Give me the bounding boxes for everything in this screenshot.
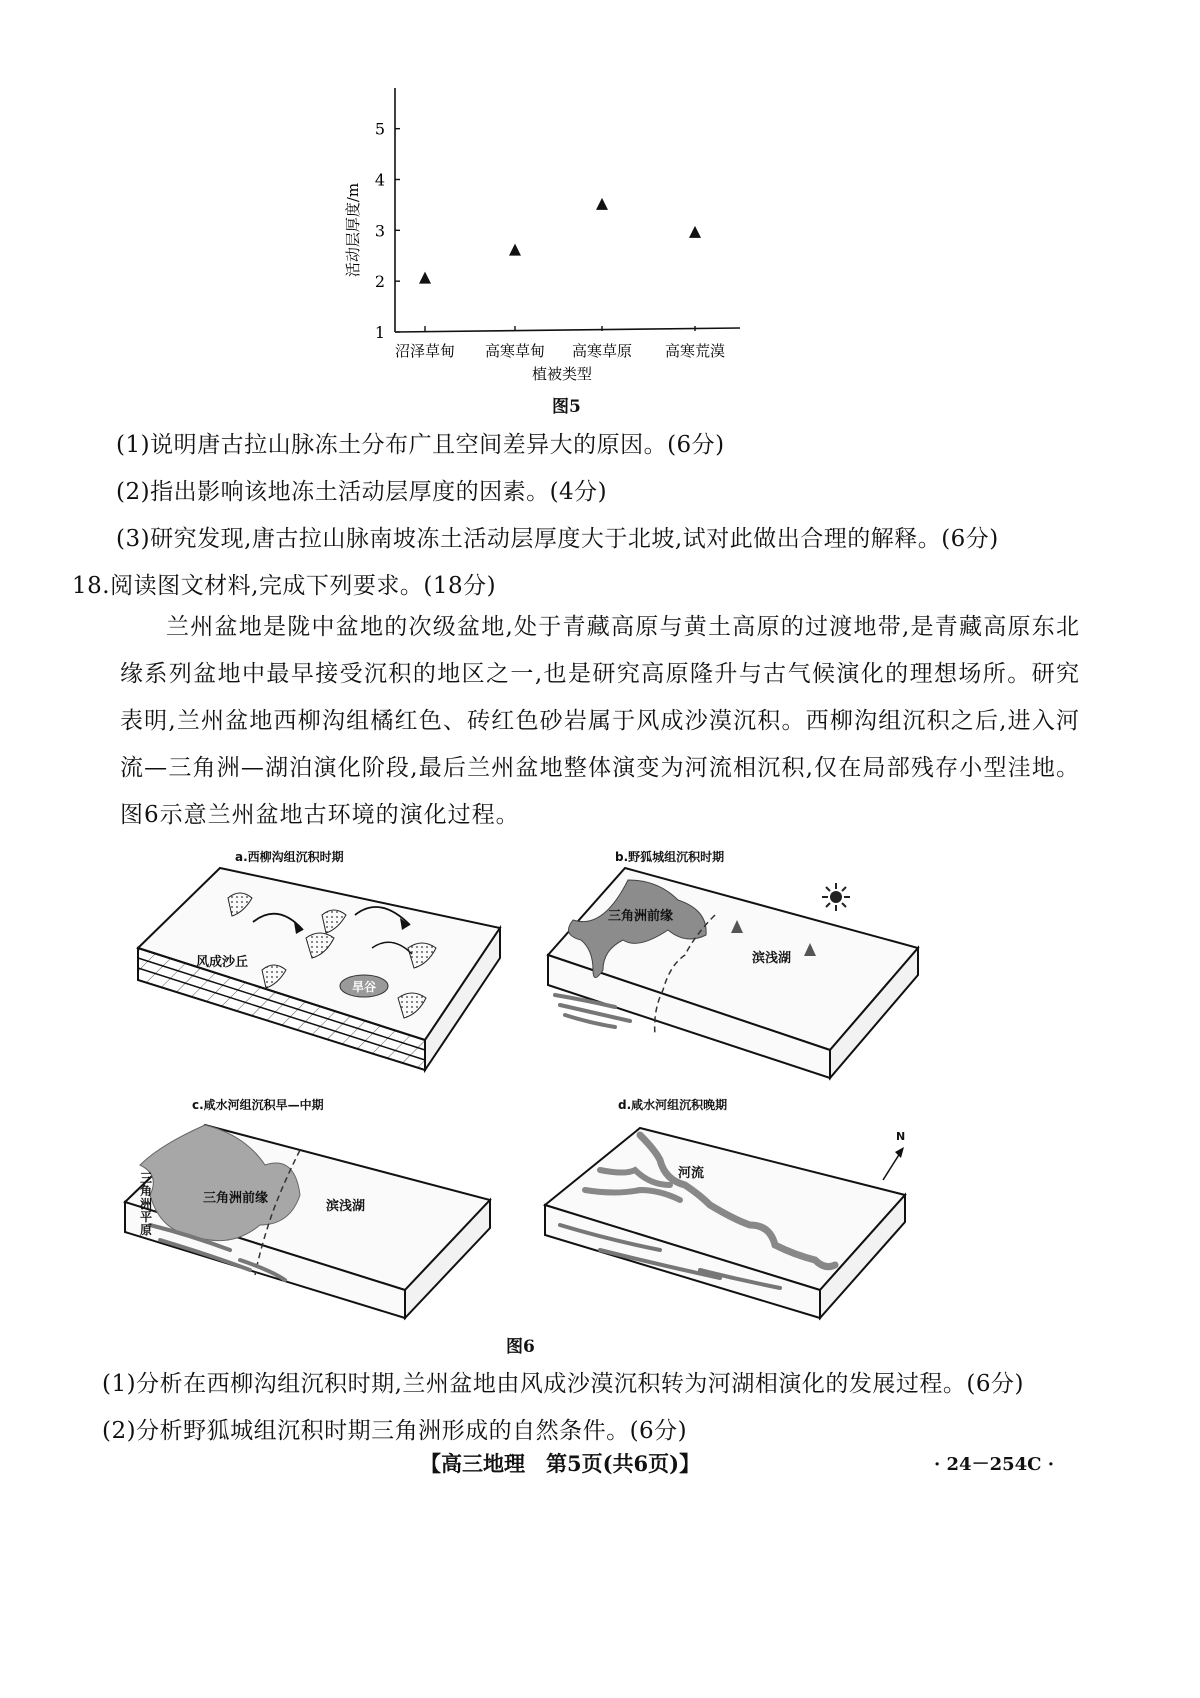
panel-c-title: c.咸水河组沉积早—中期 [192, 1098, 324, 1112]
chart-marks [419, 198, 701, 284]
q18-material [120, 604, 1080, 839]
y-tick-label: 5 [374, 119, 385, 139]
q17-sub1: (1)说明唐古拉山脉冻土分布广且空间差异大的原因。(6分) [116, 432, 725, 458]
figure-6-diagram [0, 860, 1200, 1330]
north-arrow-icon [883, 1147, 904, 1180]
y-tick-label: 4 [374, 170, 385, 190]
q18-sub1: (1)分析在西柳沟组沉积时期,兰州盆地由风成沙漠沉积转为河湖相演化的发展过程。(6分) [102, 1371, 1024, 1397]
label-delta-front-b: 三角洲前缘 [608, 909, 674, 924]
x-tick-label: 高寒草原 [571, 342, 633, 360]
label-shore-lake-c: 滨浅湖 [326, 1199, 366, 1214]
y-tick-label: 2 [374, 272, 385, 292]
chart-axes [344, 88, 740, 383]
x-tick-label: 沼泽草甸 [394, 342, 456, 360]
q17-sub3: (3)研究发现,唐古拉山脉南坡冻土活动层厚度大于北坡,试对此做出合理的解释。(6分) [116, 526, 999, 552]
data-point-triangle [509, 244, 521, 256]
label-river-d: 河流 [678, 1166, 705, 1181]
label-north: N [896, 1130, 906, 1143]
figure-6-caption: 图6 [506, 1337, 535, 1357]
y-axis-label: 活动层厚度/m [344, 182, 362, 278]
panel-b-title: b.野狐城组沉积时期 [615, 850, 725, 864]
panel-c-block [125, 1125, 490, 1318]
data-point-triangle [596, 198, 608, 210]
label-aeolian-dune: 风成沙丘 [196, 955, 249, 970]
x-axis-label: 植被类型 [531, 365, 593, 383]
q18-material-text: 兰州盆地是陇中盆地的次级盆地,处于青藏高原与黄土高原的过渡地带,是青藏高原东北缘系列盆地中最早接受沉积的地区之一,也是研究高原隆升与古气候演化的理想场所。研究表明,兰州盆地西柳沟组橘红色、砖红色砂岩属于风成沙漠沉积。西柳沟组沉积之后,进入河流—三角洲—湖泊演化阶段,最后兰州盆地整体演变为河流相沉积,仅在局部残存小型洼地。图6示意兰州盆地古环境的演化过程。 [120, 614, 1080, 828]
x-axis [395, 328, 740, 332]
figure-5-caption: 图5 [552, 397, 581, 417]
q18-title: 18.阅读图文材料,完成下列要求。(18分) [72, 573, 497, 599]
panel-d-title: d.咸水河组沉积晚期 [618, 1098, 728, 1112]
panel-d-block [545, 1128, 905, 1318]
y-tick-label: 3 [374, 221, 385, 241]
page-footer: 【高三地理 第5页(共6页)】 [420, 1451, 701, 1476]
figure-5-chart [340, 80, 770, 385]
panel-b-block [548, 868, 918, 1078]
label-shore-lake-b: 滨浅湖 [752, 951, 792, 966]
y-tick-label: 1 [374, 323, 385, 342]
data-point-triangle [689, 226, 701, 238]
sun-icon [822, 883, 850, 911]
label-delta-plain-c: 三角洲平原 [140, 1171, 153, 1237]
x-tick-label: 高寒荒漠 [664, 342, 726, 360]
panel-a-title: a.西柳沟组沉积时期 [235, 850, 344, 864]
label-delta-front-c: 三角洲前缘 [203, 1191, 269, 1206]
q18-sub2: (2)分析野狐城组沉积时期三角洲形成的自然条件。(6分) [102, 1418, 688, 1444]
label-dry-valley: 旱谷 [352, 980, 377, 994]
panel-a-block [138, 868, 500, 1070]
x-tick-label: 高寒草甸 [484, 342, 546, 360]
paper-code: · 24－254C · [934, 1454, 1055, 1475]
data-point-triangle [419, 272, 431, 284]
q17-sub2: (2)指出影响该地冻土活动层厚度的因素。(4分) [116, 479, 608, 505]
